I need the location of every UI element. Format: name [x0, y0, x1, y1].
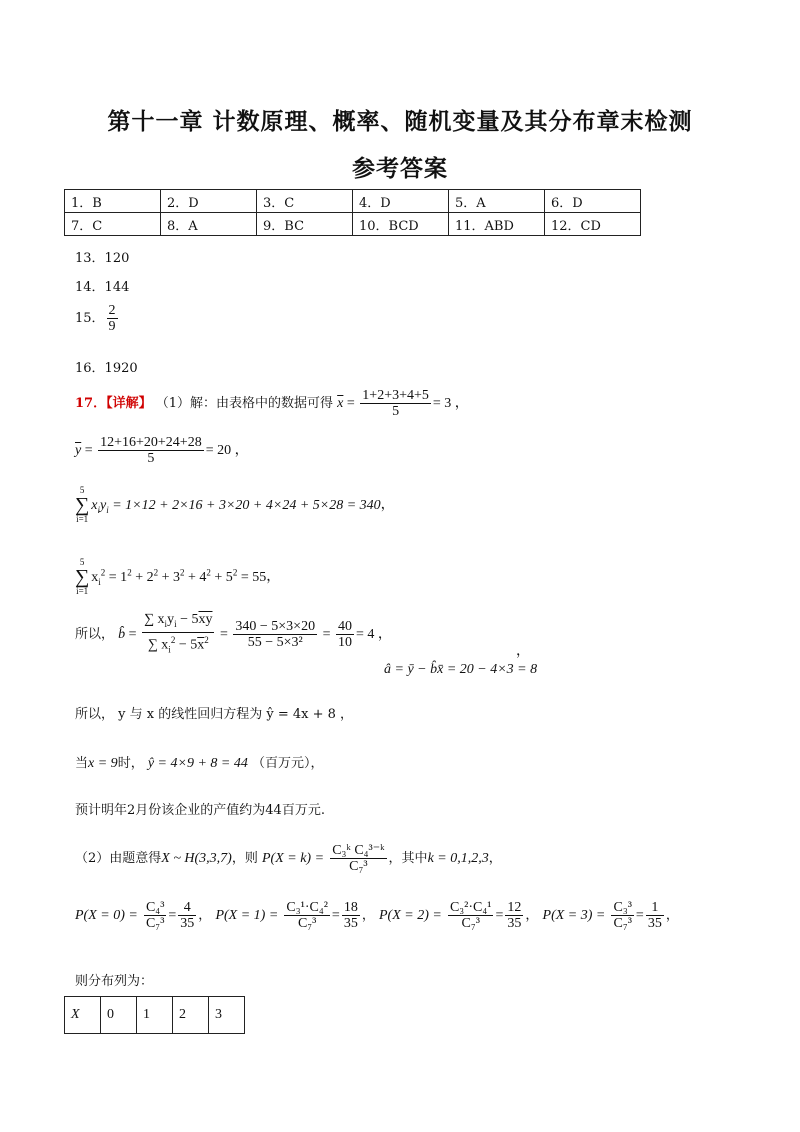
when-line [75, 752, 324, 772]
answer-cell: 9．BC [257, 213, 353, 236]
distribution-row [65, 997, 245, 1034]
sum-x2-expr: $x_i^2 = 1^2 + 2^2 + 3^2 + 4^2 + 5^2 = 55$ [91, 566, 267, 587]
numerator: C₄³ [145, 900, 165, 915]
b-hat: b̂ [118, 627, 126, 643]
p1-lhs: P(X = 1) = [215, 908, 279, 923]
denominator: 35 [343, 916, 358, 931]
sigma-symbol: 5 ∑ i=1 [75, 557, 90, 596]
denominator: 5 [392, 404, 400, 419]
p2-lhs: P(X = 2) = [378, 908, 442, 923]
hypergeometric-dist: X ~ H(3,3,7) [161, 851, 232, 866]
answer-cell: 10．BCD [353, 213, 449, 236]
numerator: C₃ᵏ C₄³⁻ᵏ [332, 843, 385, 858]
prediction-expr: ŷ = 4×9 + 8 = 44 [147, 756, 248, 771]
answer-row [65, 213, 641, 236]
denominator: 35 [180, 916, 195, 931]
denominator: C₇³ [297, 916, 317, 931]
page-title: 第十一章 计数原理、概率、随机变量及其分布章末检测 [107, 109, 693, 135]
answer-cell: 11．ABD [449, 213, 545, 236]
part2-intro: （2）由题意得 [75, 851, 162, 866]
unit-text: （百万元）， [252, 756, 324, 771]
fraction [178, 900, 196, 931]
numerator: C₃¹·C₄² [286, 900, 328, 915]
dist-cell: 3 [209, 997, 245, 1034]
denominator: 35 [647, 916, 662, 931]
answer-cell: 4．D [353, 190, 449, 213]
sigma-symbol: 5 ∑ i=1 [75, 485, 90, 524]
page-subtitle: 参考答案 [352, 156, 448, 182]
q17-line1: 17．【详解】 （1）解：由表格中的数据可得 $\overline{x}$ = $\frac{1+2+3+4+5}{5}$ = 3 ， [75, 388, 469, 419]
a-hat-expr: â = ȳ − b̂x̄ = 20 − 4×3 = 8 [384, 662, 538, 677]
numerator: C₃²·C₄¹ [449, 900, 492, 915]
numerator: ∑ $x_iy_i - 5\overline{xy}$ [142, 612, 214, 633]
xbar: $\overline{x}$ [337, 396, 344, 411]
comma: ， [516, 644, 530, 659]
answer-cell: 5．A [449, 190, 545, 213]
denominator: C₇³ [349, 859, 368, 874]
p3-lhs: P(X = 3) = [542, 908, 606, 923]
answer-15-label: 15． [75, 311, 105, 326]
ybar: $\overline{y}$ [75, 443, 82, 458]
part2-line [75, 843, 502, 874]
a-hat-line [384, 662, 537, 678]
denominator: C₇³ [461, 916, 480, 931]
part2-then: ，则 [231, 851, 258, 866]
probabilities-line: P(X = 0) = $\frac{\text{C₄³}}{\text{C₇³}}$ = $\frac{4}{35}$ ， P(X = 1) = $\frac{\text{C₃¹·C₄²}}{\text{C₇³}}$ = $\frac{18}{35}$ ， P(X = 2) = $\frac{\text{C₃²·C₄¹}}{\text{C₇³}}$ = $\frac{12}{35}$ ， P(X = 3) = $\frac{\text{C₃³}}{\text{C₇³}}$ = $\frac{1}{35}$ ， [75, 900, 679, 931]
denominator: 35 [507, 916, 522, 931]
ybar-line: $\overline{y}$ = $\frac{12+16+20+24+28}{5}$ = 20 ， [75, 435, 249, 466]
b-value: = 4 ， [355, 627, 392, 643]
fraction [98, 435, 204, 466]
answer-16: 16．1920 [75, 361, 138, 376]
regression-line: 所以， y 与 x 的线性回归方程为 ŷ = 4x + 8 ， [75, 707, 354, 722]
fraction [336, 619, 354, 650]
answer-cell: 3．C [257, 190, 353, 213]
fraction [342, 900, 360, 931]
comma: ， [488, 851, 502, 866]
part2-where: ，其中 [388, 851, 428, 866]
q17-intro: （1）解：由表格中的数据可得 [155, 396, 334, 411]
numerator: 1+2+3+4+5 [362, 388, 429, 403]
answer-14: 14．144 [75, 280, 130, 295]
denominator: 9 [108, 319, 116, 334]
prediction-line: 预计明年2月份该企业的产值约为44百万元. [75, 803, 325, 818]
p0-lhs: P(X = 0) = [75, 908, 138, 923]
dist-cell: 0 [101, 997, 137, 1034]
distribution-table [64, 996, 245, 1034]
k-values: k = 0,1,2,3 [427, 851, 489, 866]
numerator: 1 [646, 900, 664, 916]
denominator: C₇³ [145, 916, 165, 931]
sum-x2-line: 5 ∑ $i=1x_i^2 = 1^2 + 2^2 + 3^2 + 4^2 + 5^2 = 55$， [75, 557, 281, 596]
dist-cell: 1 [137, 997, 173, 1034]
answer-cell: 7．C [65, 213, 161, 236]
fraction [144, 900, 166, 931]
label-dang: 当 [75, 756, 89, 771]
fraction [233, 619, 317, 650]
numerator: 2 [108, 303, 116, 318]
fraction [611, 900, 633, 931]
answer-cell: 6．D [545, 190, 641, 213]
denominator: 5 [147, 451, 155, 466]
label-suoyi: 所以， [75, 627, 115, 643]
answer-cell: 1．B [65, 190, 161, 213]
answer-row [65, 190, 641, 213]
denominator: 55 − 5×3² [247, 635, 303, 651]
sum-xy-expr: $x_iy_i = 1\times 12 + 2\times 16 + 3\times 20 + 4\times 24 + 5\times 28 = 340$ [91, 497, 381, 515]
numerator: C₃³ [613, 900, 632, 915]
pmf-lhs: P(X = k) = [262, 851, 325, 866]
ybar-value: = 20 ， [205, 443, 249, 458]
label-shi: 时， [117, 756, 144, 771]
fraction [646, 900, 664, 931]
fraction [330, 843, 386, 874]
denominator: 10 [337, 635, 352, 651]
answer-cell: 8．A [161, 213, 257, 236]
answer-cell: 12．CD [545, 213, 641, 236]
answer-13: 13．120 [75, 251, 130, 266]
denominator: ∑ $x_i^2 - 5\overline{x}^2$ [147, 634, 209, 655]
denominator: C₇³ [613, 916, 632, 931]
q17-tag: 【详解】 [106, 396, 152, 411]
dist-label: 则分布列为： [75, 974, 154, 989]
fraction [107, 303, 118, 334]
answer-table [64, 189, 641, 236]
numerator: 340 − 5×3×20 [235, 619, 316, 635]
answer-cell: 2．D [161, 190, 257, 213]
numerator: 18 [343, 900, 358, 915]
sum-xy-line: 5 ∑ $i=1x_iy_i = 1\times 12 + 2\times 16 + 3\times 20 + 4\times 24 + 5\times 28 = 340$， [75, 485, 395, 524]
numerator: 12+16+20+24+28 [100, 435, 202, 450]
numerator: 12 [507, 900, 522, 915]
fraction [360, 388, 431, 419]
dist-cell: X [65, 997, 101, 1034]
q17-number: 17． [75, 396, 107, 411]
answer-15 [75, 303, 120, 334]
xbar-value: = 3 ， [432, 396, 469, 411]
fraction [284, 900, 330, 931]
dist-cell: 2 [173, 997, 209, 1034]
numerator: 4 [178, 900, 196, 916]
fraction [142, 612, 214, 657]
fraction [448, 900, 494, 931]
numerator: 40 [337, 619, 352, 635]
fraction [505, 900, 523, 931]
x-equals-9: x = 9 [88, 756, 118, 771]
b-hat-line: 所以， b̂ = $\frac{\sum x_iy_i - 5\overline{xy}}{\sum x_i^2 - 5\overline{x}^2}$ = $\frac{340 - 5\times 3\times 20}{\text{55 − 5×3²}}$ = $\frac{40}{10}$ = 4 ， [75, 612, 392, 657]
